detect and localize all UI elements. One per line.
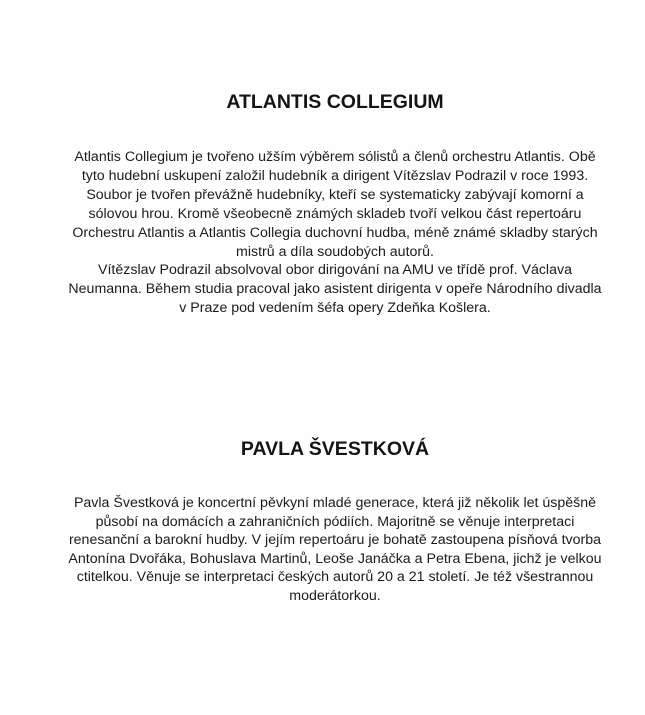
text-line: Pavla Švestková je koncertní pěvkyní mladé generace, která již několik let úspěšně [73, 495, 597, 511]
section-pavla-svestkova [40, 437, 630, 606]
text-line: Neumanna. Během studia pracoval jako asistent dirigenta v opeře Národního divadla [68, 281, 602, 298]
text-line: působí na domácích a zahraničních pódiích. Majoritně se věnuje interpretaci [95, 513, 575, 530]
text-line: Vítězslav Podrazil absolvoval obor dirigování na AMU ve třídě prof. Václava [98, 262, 572, 279]
section-title: ATLANTIS COLLEGIUM [226, 91, 444, 113]
section-title: PAVLA ŠVESTKOVÁ [240, 438, 430, 460]
text-line: moderátorkou. [289, 587, 381, 604]
text-line: renesanční a barokní hudby. V jejím repertoáru je bohatě zastoupena písňová tvorba [68, 532, 602, 549]
text-line: v Praze pod vedením šéfa opery Zdeňka Košlera. [179, 300, 491, 317]
text-line: Orchestru Atlantis a Atlantis Collegia duchovní hudba, méně známé skladby starých [72, 224, 598, 241]
section-atlantis-collegium [40, 90, 630, 318]
text-line: Soubor je tvořen převážně hudebníky, kteří se systematicky zabývají komorní a [86, 186, 584, 203]
text-line: sólovou hrou. Kromě všeobecně známých skladeb tvoří velkou část repertoáru [88, 205, 582, 222]
section-body [40, 494, 630, 606]
text-line: Antonína Dvořáka, Bohuslava Martinů, Leoše Janáčka a Petra Ebena, jichž je velkou [68, 550, 602, 567]
text-line: mistrů a díla soudobých autorů. [236, 243, 434, 260]
section-body [40, 148, 630, 318]
text-line: ctitelkou. Věnuje se interpretaci českých autorů 20 a 21 století. Je též všestrannou [76, 569, 594, 586]
text-line: tyto hudební uskupení založil hudebník a dirigent Vítězslav Podrazil v roce 1993. [81, 167, 589, 184]
text-line: Atlantis Collegium je tvořeno užším výběrem sólistů a členů orchestru Atlantis. Obě [74, 149, 596, 165]
